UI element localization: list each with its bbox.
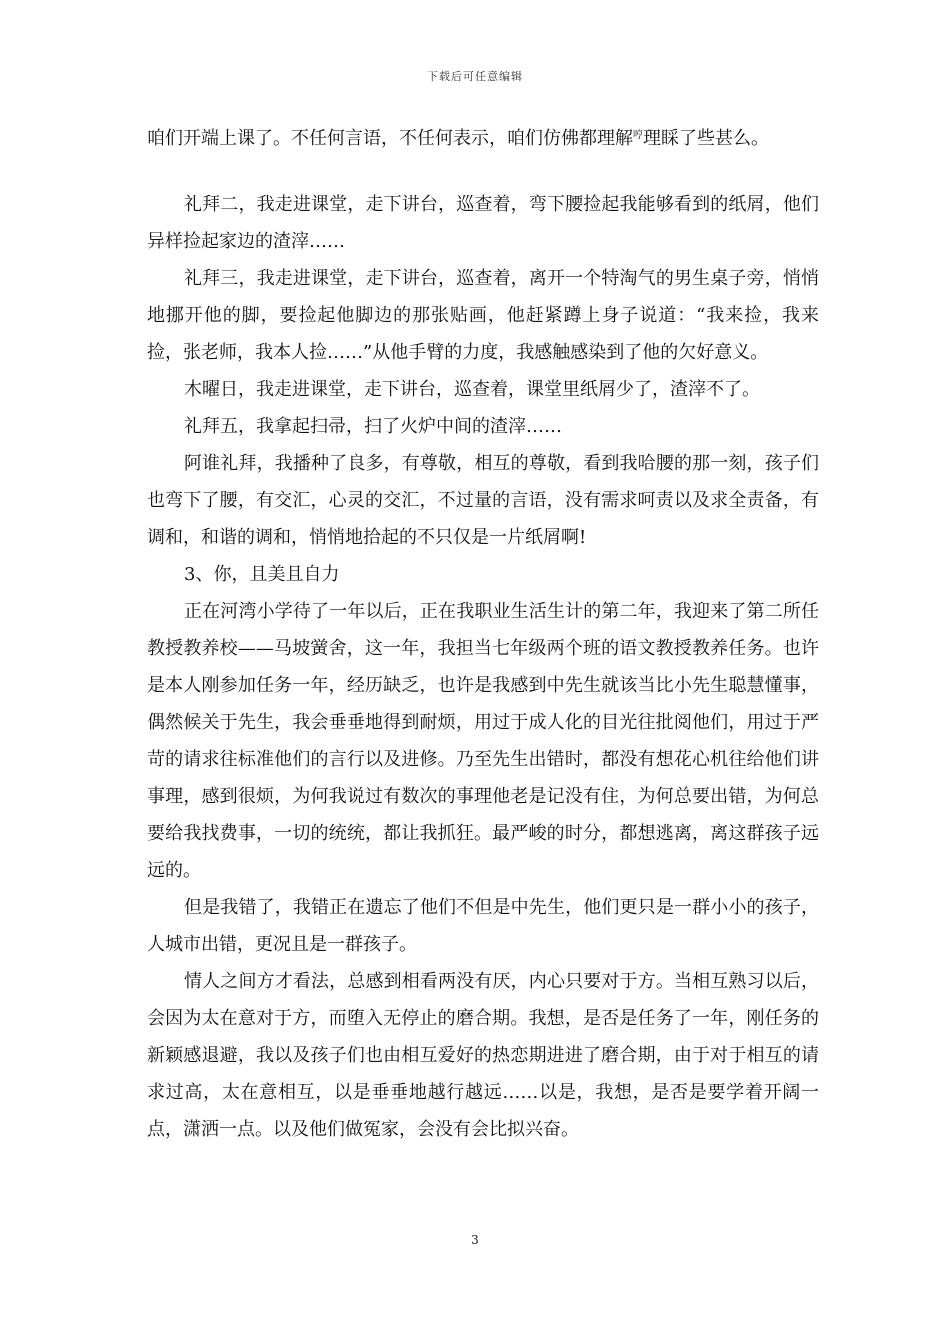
- paragraph-7: 正在河湾小学待了一年以后，正在我职业生活生计的第二年，我迎来了第二所任教授教养校——马坡黉舍，这一年，我担当七年级两个班的语文教授教养任务。也许是本人刚参加任务一年，经历缺乏，也许是我感到中先生就该当比小先生聪慧懂事，偶然候关于先生，我会垂垂地得到耐烦，用过于成人化的目光往批阅他们，用过于严苛的请求往标准他们的言行以及进修。乃至先生出错时，都没有想花心机往给他们讲事理，感到很烦，为何我说过有数次的事理他老是记没有住，为何总要出错，为何总要给我找费事，一切的统统，都让我抓狂。最严峻的时分，都想逃离，离这群孩子远远的。: [147, 601, 819, 881]
- paragraph-0-text-a: 咱们开端上课了。不任何言语，不任何表示，咱们仿佛都理解: [147, 128, 633, 149]
- paragraph-3: 木曜日，我走进课堂，走下讲台，巡查着，课堂里纸屑少了，渣滓不了。: [184, 379, 760, 400]
- paragraph-5: 阿谁礼拜，我播种了良多，有尊敬，相互的尊敬，看到我哈腰的那一刻，孩子们也弯下了腰，有交汇，心灵的交汇，不过量的言语，没有需求呵责以及求全责备，有调和，和谐的调和，悄悄地拾起的不只仅是一片纸屑啊!: [147, 453, 819, 548]
- paragraph-0-small-glyph: 哼: [633, 130, 643, 141]
- paragraph-9: 情人之间方才看法，总感到相看两没有厌，内心只要对于方。当相互熟习以后，会因为太在意对于方，而堕入无停止的磨合期。我想，是否是任务了一年，刚任务的新颖感退避，我以及孩子们也由相互爱好的热恋期进进了磨合期，由于对于相互的请求过高，太在意相互，以是垂垂地越行越远……以是，我想，是否是要学着开阔一点，潇洒一点。以及他们做冤家，会没有会比拟兴奋。: [147, 971, 819, 1140]
- body-text: [147, 120, 819, 1148]
- page-header: 下载后可任意编辑: [427, 70, 523, 83]
- paragraph-1: 礼拜二，我走进课堂，走下讲台，巡查着，弯下腰捡起我能够看到的纸屑，他们异样捡起家边的渣滓……: [147, 194, 819, 252]
- paragraph-0-text-b: 理睬了些甚么。: [643, 128, 769, 149]
- paragraph-0: [147, 120, 819, 160]
- paragraph-gap: [147, 160, 819, 186]
- section-heading: 3、你，且美且自力: [184, 564, 340, 585]
- paragraph-8: 但是我错了，我错正在遗忘了他们不但是中先生，他们更只是一群小小的孩子，人城市出错，更况且是一群孩子。: [147, 897, 819, 955]
- page-number: 3: [471, 1233, 479, 1247]
- paragraph-2: 礼拜三，我走进课堂，走下讲台，巡查着，离开一个特淘气的男生桌子旁，悄悄地挪开他的脚，要捡起他脚边的那张贴画，他赶紧蹲上身子说道：“我来捡，我来捡，张老师，我本人捡……”从他手臂的力度，我感触感染到了他的欠好意义。: [147, 268, 819, 363]
- paragraph-4: 礼拜五，我拿起扫帚，扫了火炉中间的渣滓……: [184, 416, 562, 437]
